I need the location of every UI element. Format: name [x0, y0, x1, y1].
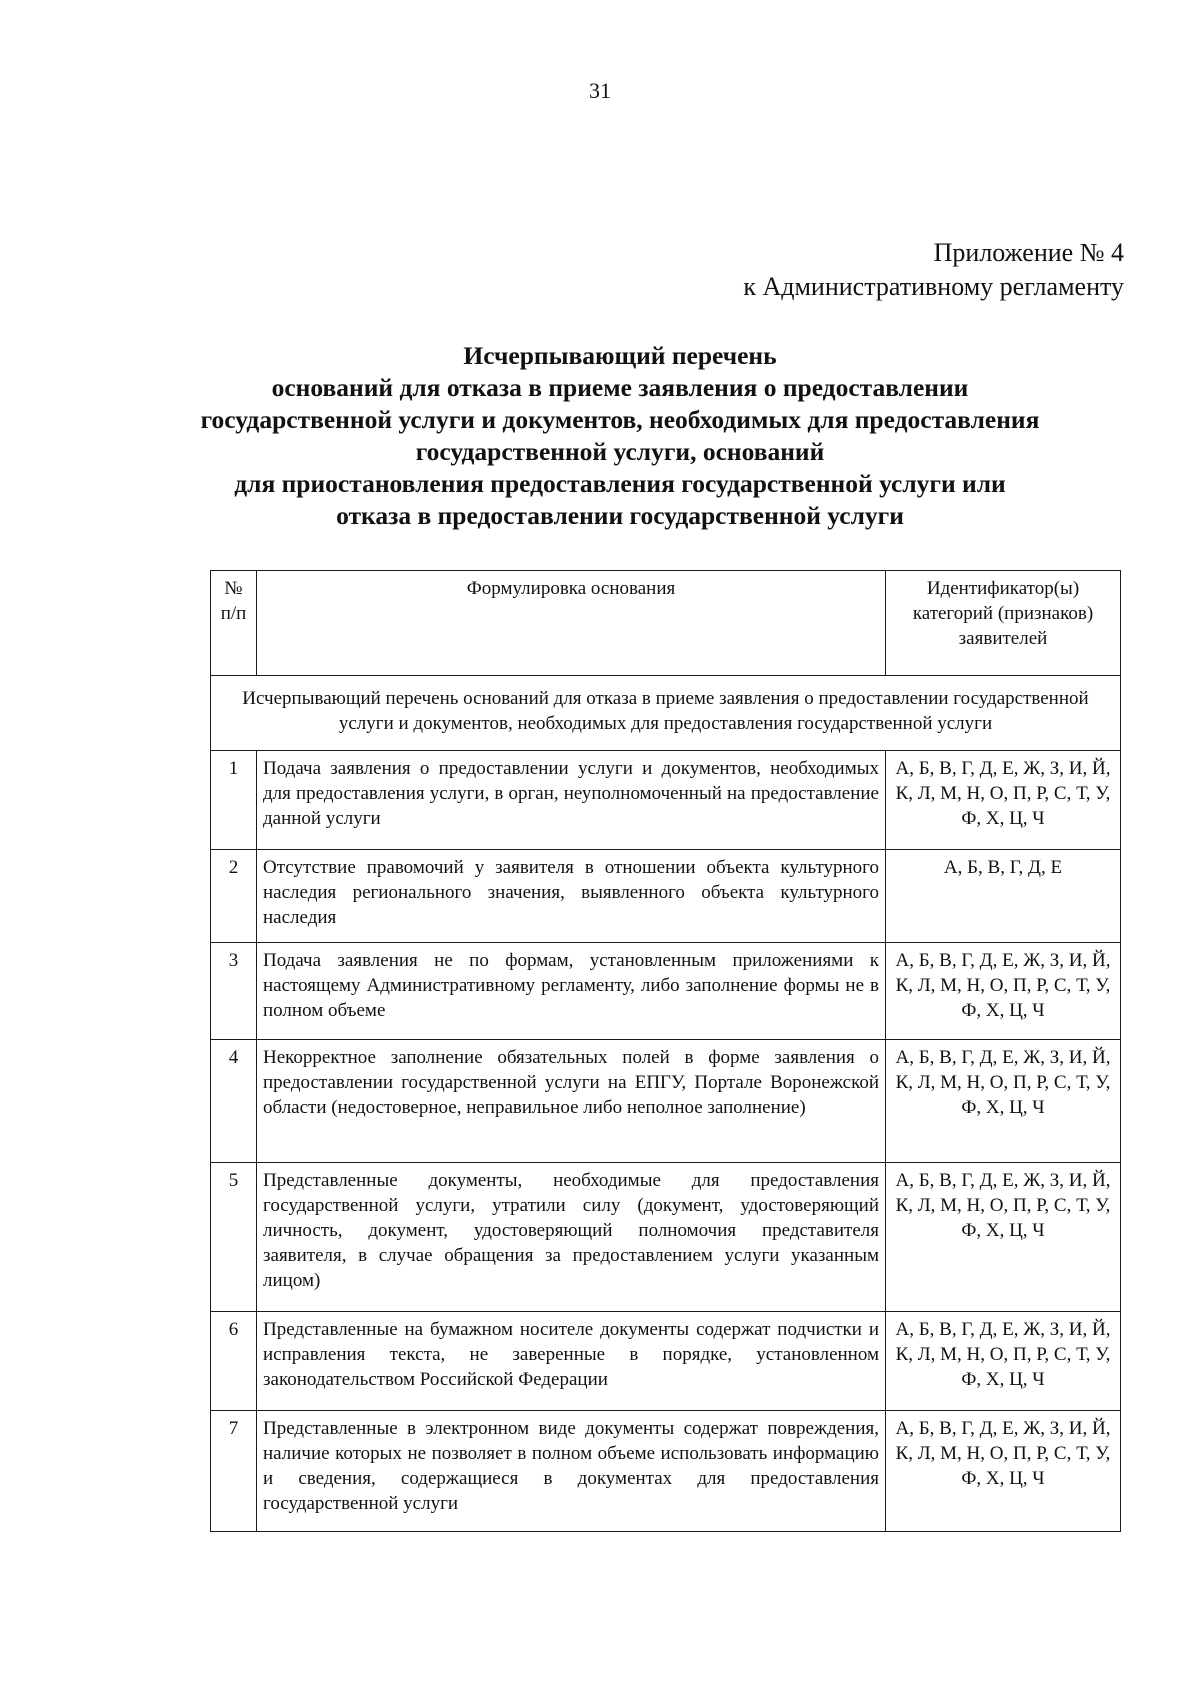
- row-number: 5: [211, 1163, 257, 1312]
- table-row: [211, 1312, 1121, 1411]
- title-line-6: отказа в предоставлении государственной услуги: [336, 501, 904, 530]
- row-wording: Подача заявления о предоставлении услуги и документов, необходимых для предоставления услуги, в орган, неуполномоченный на предоставление данной услуги: [257, 751, 886, 850]
- grounds-table: [210, 570, 1121, 1532]
- row-identifiers: А, Б, В, Г, Д, Е, Ж, З, И, Й, К, Л, М, Н, О, П, Р, С, Т, У, Ф, Х, Ц, Ч: [886, 1040, 1121, 1163]
- row-number: 7: [211, 1411, 257, 1532]
- table-row: [211, 850, 1121, 943]
- row-identifiers: А, Б, В, Г, Д, Е, Ж, З, И, Й, К, Л, М, Н, О, П, Р, С, Т, У, Ф, Х, Ц, Ч: [886, 751, 1121, 850]
- title-line-4: государственной услуги, оснований: [415, 437, 825, 466]
- page-number: 31: [589, 78, 611, 103]
- row-identifiers: А, Б, В, Г, Д, Е: [886, 850, 1121, 943]
- title-line-1: Исчерпывающий перечень: [463, 341, 777, 370]
- title-line-3: государственной услуги и документов, необходимых для предоставления: [200, 405, 1040, 434]
- row-number: 1: [211, 751, 257, 850]
- row-wording: Подача заявления не по формам, установленным приложениями к настоящему Административному регламенту, либо заполнение формы не в полном объеме: [257, 943, 886, 1040]
- row-identifiers: А, Б, В, Г, Д, Е, Ж, З, И, Й, К, Л, М, Н, О, П, Р, С, Т, У, Ф, Х, Ц, Ч: [886, 1312, 1121, 1411]
- section-row: [211, 676, 1121, 751]
- row-identifiers: А, Б, В, Г, Д, Е, Ж, З, И, Й, К, Л, М, Н, О, П, Р, С, Т, У, Ф, Х, Ц, Ч: [886, 1411, 1121, 1532]
- table-row: [211, 1040, 1121, 1163]
- annex-reference: [743, 236, 1124, 304]
- row-wording: Некорректное заполнение обязательных полей в форме заявления о предоставлении государственной услуги на ЕПГУ, Портале Воронежской области (недостоверное, неправильное либо неполное заполнение): [257, 1040, 886, 1163]
- section-title: Исчерпывающий перечень оснований для отказа в приеме заявления о предоставлении государственной услуги и документов, необходимых для предоставления государственной услуги: [211, 676, 1121, 751]
- row-identifiers: А, Б, В, Г, Д, Е, Ж, З, И, Й, К, Л, М, Н, О, П, Р, С, Т, У, Ф, Х, Ц, Ч: [886, 943, 1121, 1040]
- table-row: [211, 1411, 1121, 1532]
- row-wording: Представленные в электронном виде документы содержат повреждения, наличие которых не позволяет в полном объеме использовать информацию и сведения, содержащиеся в документах для предоставления государственной услуги: [257, 1411, 886, 1532]
- table-row: [211, 751, 1121, 850]
- row-wording: Представленные документы, необходимые для предоставления государственной услуги, утратили силу (документ, удостоверяющий личность, документ, удостоверяющий полномочия представителя заявителя, в случае обращения за предоставлением услуги указанным лицом): [257, 1163, 886, 1312]
- header-number: № п/п: [211, 571, 257, 676]
- annex-line-1: Приложение № 4: [933, 238, 1124, 267]
- row-identifiers: А, Б, В, Г, Д, Е, Ж, З, И, Й, К, Л, М, Н, О, П, Р, С, Т, У, Ф, Х, Ц, Ч: [886, 1163, 1121, 1312]
- row-number: 4: [211, 1040, 257, 1163]
- row-number: 2: [211, 850, 257, 943]
- row-number: 3: [211, 943, 257, 1040]
- row-wording: Отсутствие правомочий у заявителя в отношении объекта культурного наследия регионального значения, выявленного объекта культурного наследия: [257, 850, 886, 943]
- title-line-5: для приостановления предоставления государственной услуги или: [234, 469, 1006, 498]
- document-title: [140, 340, 1100, 532]
- title-line-2: оснований для отказа в приеме заявления о предоставлении: [271, 373, 969, 402]
- row-wording: Представленные на бумажном носителе документы содержат подчистки и исправления текста, не заверенные в порядке, установленном законодательством Российской Федерации: [257, 1312, 886, 1411]
- row-number: 6: [211, 1312, 257, 1411]
- table-row: [211, 1163, 1121, 1312]
- annex-line-2: к Административному регламенту: [743, 272, 1124, 301]
- table-row: [211, 943, 1121, 1040]
- table-header-row: [211, 571, 1121, 676]
- header-wording: Формулировка основания: [257, 571, 886, 676]
- header-identifiers: Идентификатор(ы) категорий (признаков) заявителей: [886, 571, 1121, 676]
